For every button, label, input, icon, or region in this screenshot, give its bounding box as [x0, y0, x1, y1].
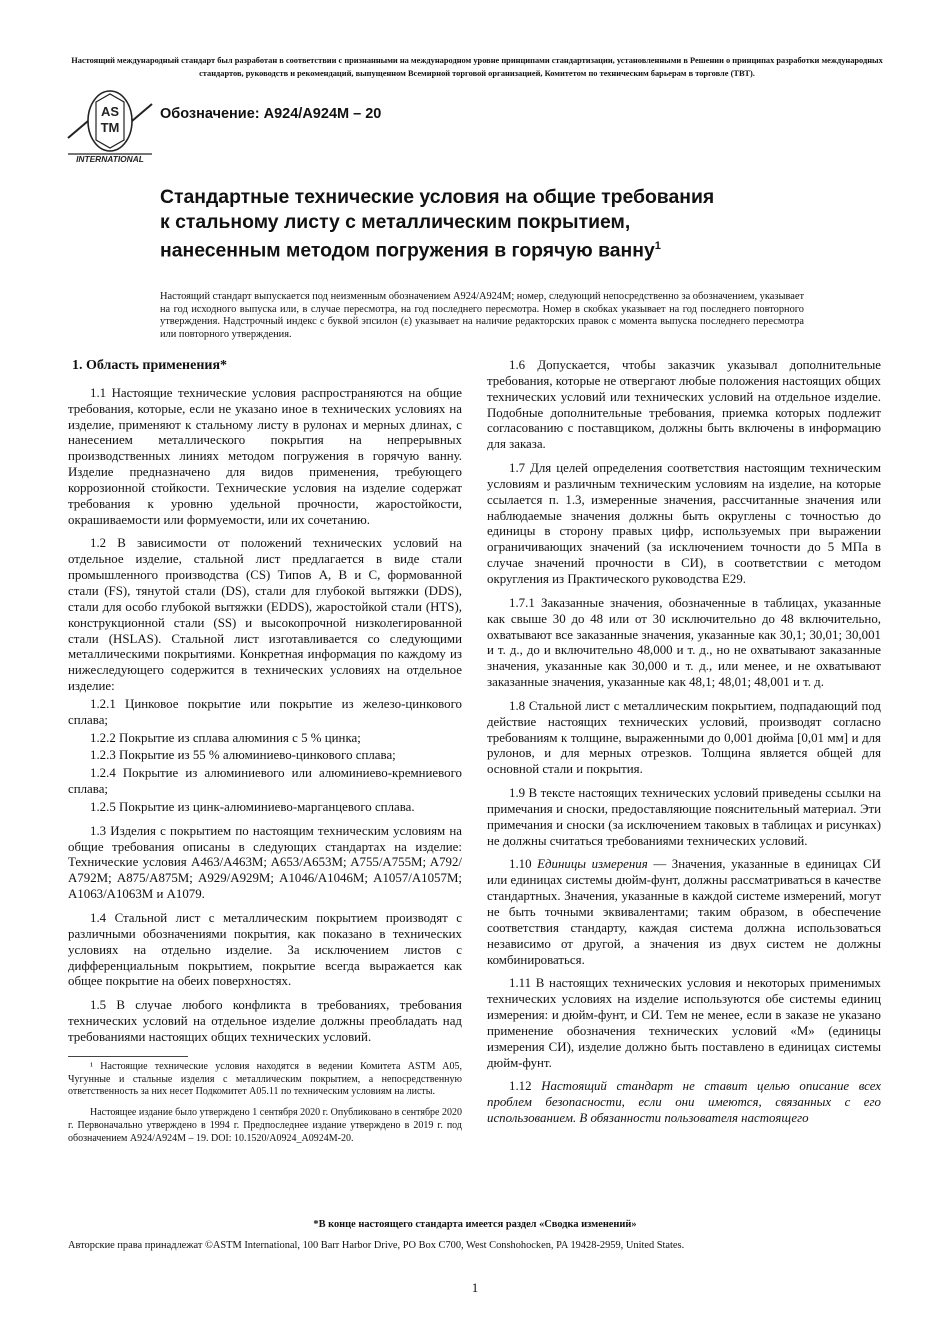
paragraph-1-11: 1.11 В настоящих технических условия и некоторых применимых технических условиях на изделие используются обе системы единиц измерения: и дюйм-фунт, и СИ. Тем не менее, если в заказе не указано применение обозначения технических условий «M» (единицы измерения СИ), изделие должно быть поставлено в единицах системы дюйм-фунт.	[487, 976, 881, 1070]
paragraph-1-7-1: 1.7.1 Заказанные значения, обозначенные в таблицах, указанные как свыше 30 до 48 или от 30 исключительно до 48 включительно, охватывают все заказанные значения, указанные как 30,1; 30,01; 30,001 и т. д., до и включительно 48,000 и т. д., но не охватывают заказанные значения, указанные как 30,000 и т. д., или менее, и не охватывают заказанные значения, указанные как 48,1; 48,01; 48,001 и т. д.	[487, 595, 881, 690]
paragraph-1-7: 1.7 Для целей определения соответствия настоящим техническим условиям и различным техническим условиям на изделие, на которые ссылается п. 1.3, измеренные значения, рассчитанные значения или наблюдаемые значения должны быть округлены с точностью до единицы в сторону правых цифр, используемых при выражении ограничивающих значений (за исключением точности до 5 МПа в случае значений прочности в СИ), в соответствии с методом округления из Практического руководства E29.	[487, 461, 881, 586]
footnote-divider	[68, 1056, 188, 1057]
paragraph-1-12	[487, 1079, 881, 1127]
paragraph-1-10-text: — Значения, указанные в единицах СИ или единицах системы дюйм-фунт, должны рассматриваться в качестве стандартных. Значения, указанные в каждой системе измерений, могут не быть точными эквивалентами; таким образом, в обеспечение соответствия стандарту, каждая система должна использоваться независимо от другой, а значения из двух систем не должны комбинироваться.	[487, 857, 881, 967]
document-title	[160, 185, 850, 263]
summary-of-changes-note: *В конце настоящего стандарта имеется раздел «Сводка изменений»	[313, 1219, 637, 1230]
paragraph-1-10-number: 1.10	[509, 857, 538, 872]
standard-designation: Обозначение: A924/A924M – 20	[160, 106, 382, 122]
paragraph-1-2-1: 1.2.1 Цинковое покрытие или покрытие из железо-цинкового сплава;	[68, 696, 462, 727]
left-column	[68, 358, 462, 1154]
svg-text:AS: AS	[100, 104, 120, 119]
section-heading-scope: 1. Область применения*	[72, 358, 228, 373]
paragraph-1-10	[487, 857, 881, 968]
right-column	[487, 358, 881, 1127]
paragraph-1-2: 1.2 В зависимости от положений технических условий на отдельное изделие, стальной лист предлагается в виде стали промышленного производства (CS) Типов A, B и C, формованной стали (FS), тянутой стали (DS), стали для глубокой вытяжки (DDS), стали для особо глубокой вытяжки (EDDS), жаростойкой стали (HTS), конструкционной стали (SS) и высокопрочной низколегированной стали (HSLAS). Стальной лист изготавливается со следующими металлическими покрытиями. Конкретная информация по каждому из нижеследующего содержится в технических условиях на отдельное изделие:	[68, 536, 462, 694]
title-line-2: к стальному листу с металлическим покрытием,	[160, 210, 631, 233]
logo-wordmark: INTERNATIONAL	[76, 154, 144, 164]
paragraph-1-4: 1.4 Стальной лист с металлическим покрытием производят с различными обозначениями покрытия, как показано в технических условиях на отдельно изделие. За исключением листов с дифференциальным покрытием, покрытие всегда выражается как общее покрытие на обеих поверхностях.	[68, 911, 462, 989]
footnote-1: ¹ Настоящие технические условия находятся в ведении Комитета ASTM A05, Чугунные и стальные изделия с металлическим покрытием, а непосредственную ответственность за них несет Подкомитет A05.11 по техническим условиям на листы.	[68, 1060, 462, 1098]
paragraph-1-5: 1.5 В случае любого конфликта в требованиях, требования технических условий на отдельное изделие должны преобладать над требованиями настоящих общих технических условий.	[68, 998, 462, 1044]
paragraph-1-3: 1.3 Изделия с покрытием по настоящим техническим условиям на общие требования описаны в следующих стандартах на изделие: Технические условия A463/A463M; A653/A653M; A755/A755M; A792/ A792M; A875/A875M; A929/A929M; A1046/A1046M; A1057/A1057M; A1063/A1063M и A1079.	[68, 823, 462, 902]
astm-logo	[66, 88, 154, 164]
paragraph-1-2-2: 1.2.2 Покрытие из сплава алюминия с 5 % цинка;	[90, 730, 361, 745]
paragraph-1-9: 1.9 В тексте настоящих технических условий приведены ссылки на примечания и сноски, предоставляющие пояснительный материал. Эти примечания и сноски (за исключением таковых в таблицах и рисунках) не должны считаться требованиями технических условий.	[487, 786, 881, 848]
footnote-approval: Настоящее издание было утверждено 1 сентября 2020 г. Опубликовано в сентябре 2020 г. Первоначально утверждено в 1994 г. Предпоследнее издание утверждено в 2019 г. под обозначением A924/A924M – 19. DOI: 10.1520/A0924_A0924M-20.	[68, 1107, 462, 1144]
copyright-line: Авторские права принадлежат ©ASTM International, 100 Barr Harbor Drive, PO Box C700, West Conshohocken, PA 19428-2959, United States.	[68, 1240, 685, 1251]
paragraph-1-2-5: 1.2.5 Покрытие из цинк-алюминиево-марганцевого сплава.	[90, 799, 415, 814]
safety-statement: Настоящий стандарт не ставит целью описание всех проблем безопасности, если они имеются, связанных с его использованием. В обязанности пользователя настоящего	[487, 1079, 881, 1126]
page-number: 1	[471, 1280, 479, 1295]
units-term: Единицы измерения	[537, 857, 648, 872]
svg-text:TM: TM	[100, 120, 120, 135]
paragraph-1-2-3: 1.2.3 Покрытие из 55 % алюминиево-цинкового сплава;	[90, 748, 396, 763]
paragraph-1-12-number: 1.12	[509, 1079, 542, 1094]
paragraph-1-2-4: 1.2.4 Покрытие из алюминиевого или алюминиево-кремниевого сплава;	[68, 766, 462, 797]
title-footnote-ref: 1	[654, 240, 661, 252]
paragraph-1-1: 1.1 Настоящие технические условия распространяются на общие требования, которые, если не указано иное в технических условиях на изделие, применяют к стальному листу в рулонах и мерных длинах, с нанесением металлического покрытия на непрерывных производственных линиях методом погружения в горячую ванну. Изделие предназначено для видов применения, требующего коррозионной стойкости. Технические условия на изделие содержат требования к уровню удельной прочности, жаростойкости, окрашиваемости или формуемости, или их сочетанию.	[68, 385, 462, 527]
title-line-1: Стандартные технические условия на общие требования	[160, 186, 715, 208]
title-line-3: нанесенным методом погружения в горячую ванну	[160, 239, 655, 262]
standardization-notice: Настоящий международный стандарт был разработан в соответствии с признанными на международном уровне принципами стандартизации, установленными в Решении о принципах разработки международных стандартов, руководств и рекомендаций, выпущенном Всемирной торговой организацией, Комитетом по техническим барьерам в торговле (ТВТ).	[71, 56, 883, 78]
preface-paragraph: Настоящий стандарт выпускается под неизменным обозначением A924/A924M; номер, следующий непосредственно за обозначением, указывает на год исходного выпуска или, в случае пересмотра, на год последнего пересмотра. Номер в скобках указывает на год последнего повторного утверждения. Надстрочный индекс с буквой эпсилон (ε) указывает на наличие редакторских правок с момента выпуска последнего пересмотра или повторного утверждения.	[160, 291, 804, 340]
paragraph-1-6: 1.6 Допускается, чтобы заказчик указывал дополнительные требования, которые не отвергают любые положения настоящих общих технических условий или технических условий на отдельное изделие. Подобные дополнительные требования, приемка которых подлежит согласованию с поставщиком, должны быть включены в информацию для заказа.	[487, 358, 881, 452]
paragraph-1-8: 1.8 Стальной лист с металлическим покрытием, подпадающий под действие настоящих технических условий, производят согласно требованиям к толщине, выраженными до 0,001 дюйма [0,01 мм] и для рулонов, и для мерных отрезков. Толщина является общей для основной стали и покрытия.	[487, 698, 881, 777]
